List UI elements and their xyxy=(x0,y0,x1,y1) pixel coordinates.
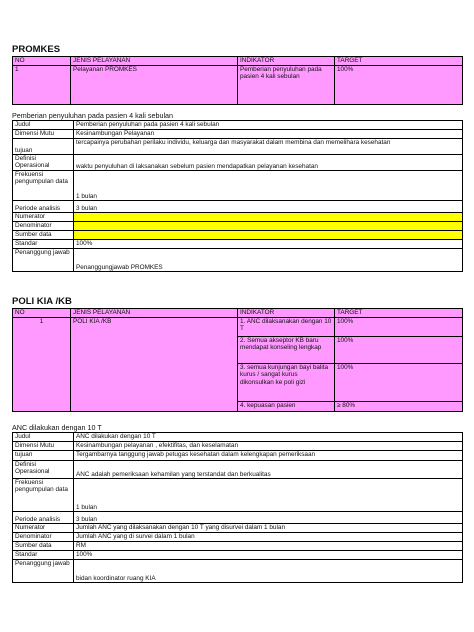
kia-target: 100% xyxy=(335,318,463,337)
kia-target: 100% xyxy=(335,364,463,402)
kia-indicator: 2. Semua akseptor KB baru mendapat konseling lengkap xyxy=(238,337,335,364)
header-indicator: INDIKATOR xyxy=(238,57,335,66)
detail-label: Numerator xyxy=(13,213,74,222)
promkes-indicator: Pemberian penyuluhan pada pasien 4 kali sebulan xyxy=(238,66,335,105)
kia-indicator: 1. ANC dilaksanakan dengan 10 T xyxy=(238,318,335,337)
detail-value: ANC dilakukan dengan 10 T xyxy=(74,433,463,442)
kia-target: ≥ 80% xyxy=(335,402,463,412)
kia-table xyxy=(12,308,463,412)
detail-label: Definisi Operasional xyxy=(13,155,74,171)
detail-label: Judul xyxy=(13,433,74,442)
detail-label: Dimensi Mutu xyxy=(13,442,74,451)
detail-value: 1 bulan xyxy=(74,479,463,512)
detail-label: Definisi Operasional xyxy=(13,461,74,479)
detail-label: Sumber data xyxy=(13,231,74,240)
detail-label: Penanggung jawab xyxy=(13,249,74,272)
promkes-title: PROMKES xyxy=(12,44,61,55)
detail-label: Sumber data xyxy=(13,542,74,551)
promkes-no: 1 xyxy=(13,66,71,105)
detail-label: Periode analisis xyxy=(13,201,74,213)
header-no: NO xyxy=(13,57,71,66)
detail-value: Jumlah ANC yang dilaksanakan dengan 10 T yang disurvei dalam 1 bulan xyxy=(74,524,463,533)
detail-value: 100% xyxy=(74,240,463,249)
header-indicator: INDIKATOR xyxy=(238,309,335,318)
detail-label: Frekuensi pengumpulan data xyxy=(13,171,74,201)
detail-label: Periode analisis xyxy=(13,512,74,524)
kia-target: 100% xyxy=(335,337,463,364)
detail-label: Standar xyxy=(13,551,74,560)
header-target: TARGET xyxy=(335,309,463,318)
detail-label: Dimensi Mutu xyxy=(13,130,74,139)
detail-value: bidan koordinator ruang KIA xyxy=(74,560,463,583)
detail-label: Judul xyxy=(13,121,74,130)
detail-value: ANC adalah pemeriksaan kehamilan yang terstandat dan berkualitas xyxy=(74,461,463,479)
kia-no: 1 xyxy=(13,318,71,412)
detail-label: Penanggung jawab xyxy=(13,560,74,583)
header-service: JENIS PELAYANAN xyxy=(71,309,238,318)
detail-label: Denominator xyxy=(13,533,74,542)
detail-label: Denominator xyxy=(13,222,74,231)
detail-value: RM xyxy=(74,542,463,551)
detail-label: tujuan xyxy=(13,451,74,461)
kia-title: POLI KIA /KB xyxy=(12,296,72,307)
promkes-target: 100% xyxy=(335,66,463,105)
kia-detail-table xyxy=(12,432,463,583)
detail-label: Standar xyxy=(13,240,74,249)
detail-value: 1 bulan xyxy=(74,171,463,201)
detail-label: tujuan xyxy=(13,139,74,155)
header-no: NO xyxy=(13,309,71,318)
detail-value xyxy=(74,213,463,222)
kia-detail-title: ANC dilakukan dengan 10 T xyxy=(12,423,102,432)
detail-value: Jumlah ANC yang di survei dalam 1 bulan xyxy=(74,533,463,542)
detail-value: Tergambarnya tanggung jawab petugas kesehatan dalam kelengkapan pemeriksaan xyxy=(74,451,463,461)
detail-value: Kesinambungan Pelayanan xyxy=(74,130,463,139)
promkes-detail-title: Pemberian penyuluhan pada pasien 4 kali sebulan xyxy=(12,111,174,120)
detail-value: 100% xyxy=(74,551,463,560)
detail-value: Kesinambungan pelayanan , efektifitas, dan keselamatan xyxy=(74,442,463,451)
detail-value: 3 bulan xyxy=(74,512,463,524)
detail-value: Pemberian penyuluhan pada pasien 4 kali sebulan xyxy=(74,121,463,130)
promkes-detail-table xyxy=(12,120,463,272)
promkes-service: Pelayanan PROMKES xyxy=(71,66,238,105)
promkes-table xyxy=(12,56,463,105)
detail-value: 3 bulan xyxy=(74,201,463,213)
detail-value: waktu penyuluhan di laksanakan sebelum pasien mendapatkan pelayanan kesehatan xyxy=(74,155,463,171)
detail-value: Penanggungjawab PROMKES xyxy=(74,249,463,272)
detail-value: tercapainya perubahan perilaku individu, keluarga dan masyarakat dalam membina dan memelihara kesehatan xyxy=(74,139,463,155)
kia-indicator: 4. kepuasan pasien xyxy=(238,402,335,412)
kia-service: POLI KIA /KB xyxy=(71,318,238,412)
detail-label: Numerator xyxy=(13,524,74,533)
detail-value xyxy=(74,231,463,240)
header-service: JENIS PELAYANAN xyxy=(71,57,238,66)
detail-value xyxy=(74,222,463,231)
detail-label: Frekuensi pengumpulan data xyxy=(13,479,74,512)
kia-indicator: 3. semua kunjungan bayi balita kurus / sangat kurus dikonsulkan ke poli gizi xyxy=(238,364,335,402)
header-target: TARGET xyxy=(335,57,463,66)
